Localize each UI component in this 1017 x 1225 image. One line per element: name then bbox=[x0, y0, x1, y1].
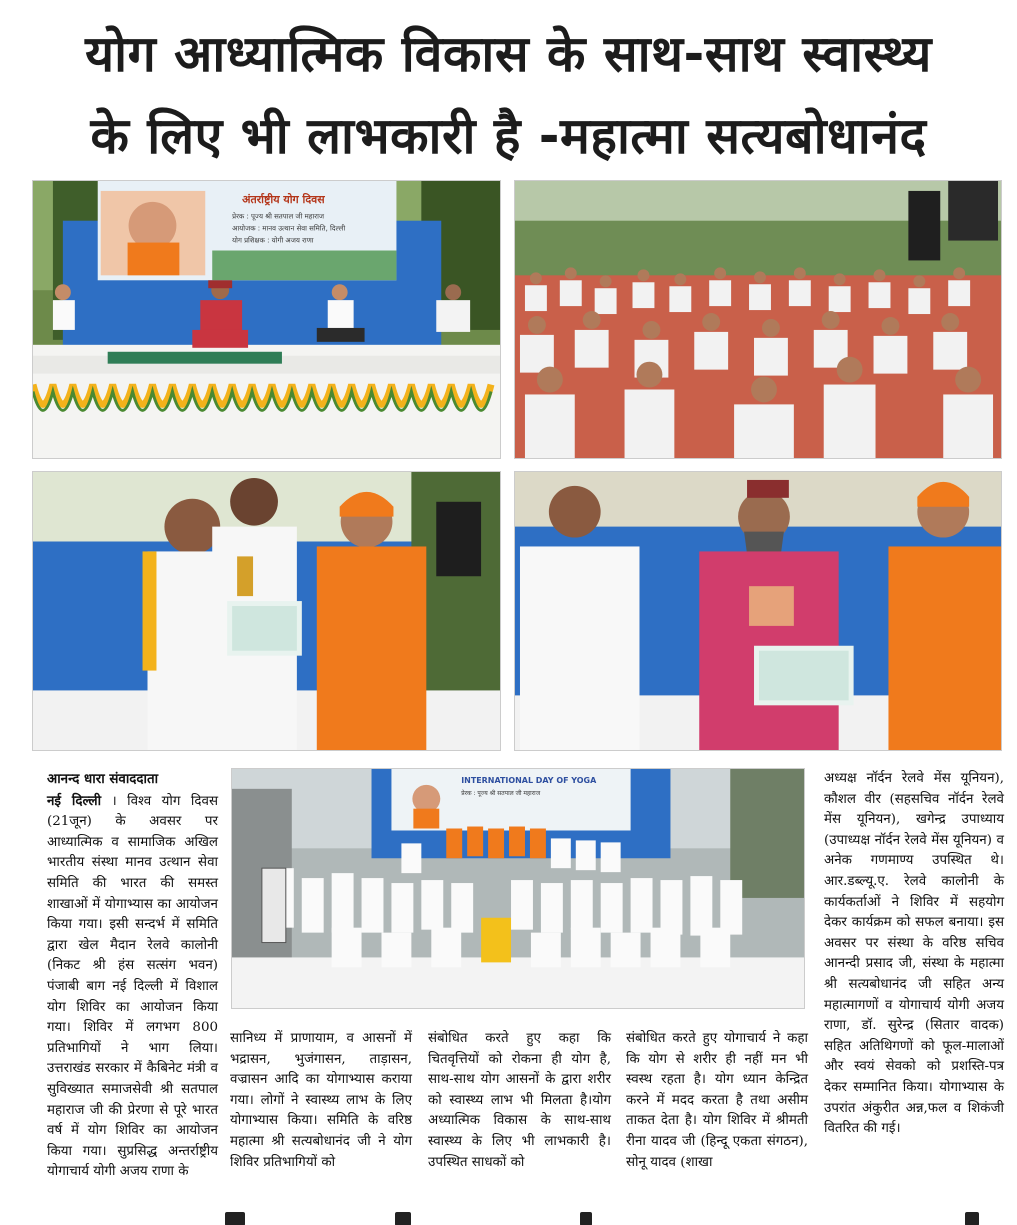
banner-title: अंतर्राष्ट्रीय योग दिवस bbox=[242, 192, 325, 206]
photo-trophy-presentation bbox=[32, 471, 501, 751]
article-column-4 bbox=[626, 1029, 808, 1173]
photo-stage-instructors bbox=[32, 180, 501, 459]
article-column-5 bbox=[824, 769, 1004, 1140]
article-column-3 bbox=[428, 1029, 611, 1173]
byline: आनन्द धारा संवाददाता bbox=[47, 771, 159, 787]
dateline: नई दिल्ली bbox=[47, 792, 102, 809]
banner-line-3: आयोजक : मानव उत्थान सेवा समिति, दिल्ली bbox=[232, 224, 346, 233]
article-col3-text: संबोधित करते हुए कहा कि चितवृत्तियों को रोकना ही योग है, साथ-साथ योग आसनों के द्वारा शरीर को स्वास्थ्य लाभ भी मिलता है।योग अध्यात्मिक विकास के साथ-साथ स्वास्थ्य के लिए भी लाभकारी है। उपस्थित साधकों को bbox=[428, 1031, 611, 1170]
group-banner-title: INTERNATIONAL DAY OF YOGA bbox=[461, 775, 597, 785]
article-col4-text: संबोधित करते हुए योगाचार्य ने कहा कि योग से शरीर ही नहीं मन भी स्वस्थ रहता है। योग ध्यान केन्द्रित करने में मदद करता है तथा असीम ताकत देता है। योग शिविर में श्रीमती रीना यादव जी (हिन्दू एकता संगठन), सोनू यादव (शाखा bbox=[626, 1031, 808, 1170]
group-banner-line-2: प्रेरक : पूज्य श्री सतपाल जी महाराज bbox=[461, 789, 541, 797]
banner-line-4: योग प्रशिक्षक : योगी अजय राणा bbox=[232, 236, 314, 245]
article-col2-text: सानिध्य में प्राणायाम, व आसनों में भद्रासन, भुजंगासन, ताड़ासन, वज्रासन आदि का योगाभ्यास कराया गया। लोगों ने स्वास्थ्य लाभ के लिए योगाभ्यास किया। समिति के वरिष्ठ महात्मा श्री सत्यबोधानंद जी ने योग शिविर प्रतिभागियों को bbox=[230, 1031, 412, 1170]
banner-line-2: प्रेरक : पूज्य श्री सतपाल जी महाराज bbox=[232, 212, 325, 221]
article-column-1 bbox=[47, 769, 218, 1183]
headline-line-1: योग आध्यात्मिक विकास के साथ-साथ स्वास्थ्य bbox=[85, 25, 932, 83]
next-headline-fragment bbox=[0, 1208, 1017, 1225]
article-col5-text: अध्यक्ष नॉर्दन रेलवे मेंस यूनियन), कौशल वीर (सहसचिव नॉर्दन रेलवे मेंस यूनियन), खगेन्द्र उपाध्याय (उपाध्यक्ष नॉर्दन रेलवे मेंस यूनियन) व अनेक गणमाण्य उपस्थित थे। आर.डब्ल्यू.ए. रेलवे कालोनी के कार्यकर्ताओं ने शिविर में सहयोग देकर कार्यक्रम को सफल बनाया। इस अवसर पर संस्था के वरिष्ठ सचिव आनन्दी प्रसाद जी, संस्था के महात्मा श्री सत्यबोधानंद जी सहित अन्य महात्मागणों व योगाचार्य योगी अजय राणा, डॉ. सुरेन्द्र (सितार वादक) सहित अतिथिगणों को फूल-मालाओं और स्वयं सेवको को प्रशस्ति-पत्र देकर सम्मानित किया। योगाभ्यास के उपरांत अंकुरीत अन्न,फल व शिकंजी वितरित की गई। bbox=[824, 771, 1004, 1137]
photo-group bbox=[231, 768, 805, 1009]
headline-line-2: के लिए भी लाभकारी है -महात्मा सत्यबोधानंद bbox=[90, 107, 927, 165]
article-col1-text: । विश्व योग दिवस (21जून) के अवसर पर आध्यात्मिक व सामाजिक अखिल भारतीय संस्था मानव उत्थान सेवा समिति की भारत की समस्त शाखाओं में योगाभ्यास का आयोजन किया गया। इसी सन्दर्भ में समिति द्वारा खेल मैदान रेलवे कालोनी (निकट श्री हंस सत्संग भवन) पंजाबी बाग नई दिल्ली में विशाल योग शिविर का आयोजन किया गया। शिविर में लगभग 800 प्रतिभागियों ने भाग लिया। उत्तराखंड सरकार में कैबिनेट मंत्री व सुविख्यात समाजसेवी श्री सतपाल महाराज जी की प्रेरणा से पूरे भारत वर्ष में योग शिविर का आयोजन किया गया। सुप्रसिद्ध अन्तर्राष्ट्रीय योगाचार्य योगी अजय राणा के bbox=[47, 793, 218, 1180]
photo-yoga-crowd bbox=[514, 180, 1002, 459]
photo-certificate-presentation bbox=[514, 471, 1002, 751]
article-column-2 bbox=[230, 1029, 412, 1173]
